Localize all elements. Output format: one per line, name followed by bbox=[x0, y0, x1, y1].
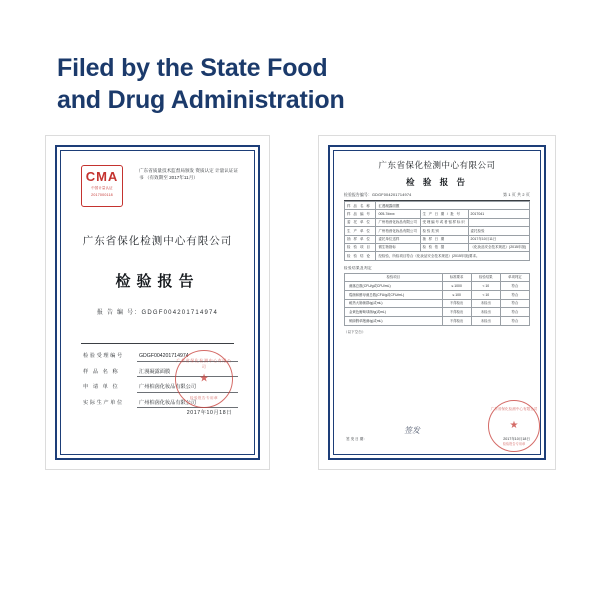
table-row bbox=[345, 282, 530, 291]
cell-label-2: 抽 样 日 期 bbox=[420, 235, 468, 243]
cell-value: 005-7dxxx bbox=[376, 210, 420, 218]
cell-standard: ≤ 100 bbox=[442, 290, 471, 299]
issue-date-value: 2017年10月18日 bbox=[503, 437, 530, 441]
star-icon: ★ bbox=[509, 420, 519, 431]
cell-value-2 bbox=[468, 218, 529, 226]
cma-sub-label: 中国计量认证 bbox=[91, 186, 113, 190]
cell-label: 生 产 单 位 bbox=[345, 227, 376, 235]
divider bbox=[81, 343, 234, 344]
report-organization: 广东省保化检测中心有限公司 bbox=[378, 160, 496, 170]
cell-label: 抽 样 单 位 bbox=[345, 235, 376, 243]
cell-standard: 不得检出 bbox=[442, 316, 471, 325]
field-value: GDGF004201714974 bbox=[137, 353, 238, 362]
cell-standard: 不得检出 bbox=[442, 299, 471, 308]
divider bbox=[344, 200, 530, 201]
stamp-top-text: 广东省保化检测中心有限公司 bbox=[490, 407, 538, 411]
document-title: 检验报告 bbox=[115, 273, 200, 290]
column-header: 单项判定 bbox=[500, 273, 529, 282]
cell-label-2: 检 验 依 据 bbox=[420, 243, 468, 251]
table-row bbox=[345, 290, 530, 299]
cma-block bbox=[73, 165, 242, 211]
column-header: 检验项目 bbox=[345, 273, 443, 282]
cell-item: 金黄色葡萄球菌/g(或mL) bbox=[345, 308, 443, 317]
stamp-bottom-text: 检验报告专用章 bbox=[502, 442, 526, 446]
field-label: 样 品 名 称 bbox=[83, 368, 120, 375]
issuer-organization: 广东省保化检测中心有限公司 bbox=[82, 235, 233, 247]
cell-value: 广州柏茵化妆品有限公司 bbox=[376, 227, 420, 235]
cell-result: 未检出 bbox=[471, 299, 500, 308]
cell-label: 样 品 名 称 bbox=[345, 202, 376, 210]
cell-verdict: 符合 bbox=[500, 316, 529, 325]
cell-item: 铜绿假单胞菌/g(或mL) bbox=[345, 316, 443, 325]
column-header: 检验结果 bbox=[471, 273, 500, 282]
cell-value: 经检验，所检项目符合《化妆品安全技术规范》(2015年版)要求。 bbox=[376, 252, 530, 260]
page-indicator: 第 1 页 共 2 页 bbox=[503, 193, 530, 197]
table-row bbox=[345, 316, 530, 325]
cma-seal bbox=[81, 165, 123, 207]
cma-number: 2017000118 bbox=[91, 192, 113, 197]
cell-value-2: 《化妆品安全技术规范》(2015年版) bbox=[468, 243, 529, 251]
cover-field-row bbox=[83, 353, 238, 362]
certificate-report-border bbox=[328, 145, 546, 460]
table-row bbox=[345, 299, 530, 308]
cell-result: 未检出 bbox=[471, 308, 500, 317]
cell-value: 委托单位送样 bbox=[376, 235, 420, 243]
cell-verdict: 符合 bbox=[500, 290, 529, 299]
report-number-label: 报 告 编 号： bbox=[96, 310, 142, 316]
stamp-bottom-text: 检验报告专用章 bbox=[190, 396, 218, 400]
cell-label-2: 生 产 日 期 / 批 号 bbox=[420, 210, 468, 218]
results-table bbox=[344, 273, 530, 326]
star-icon: ★ bbox=[199, 372, 209, 385]
issue-date-label: 签 发 日 期： bbox=[346, 437, 367, 441]
official-red-stamp bbox=[488, 400, 540, 452]
cell-verdict: 符合 bbox=[500, 299, 529, 308]
cell-label-2: 检验类别 bbox=[420, 227, 468, 235]
field-label: 检验受理编号 bbox=[83, 353, 124, 359]
certificate-report-image bbox=[318, 135, 556, 470]
report-number: 检验报告编号：GDGF004201714974 bbox=[344, 193, 412, 197]
table-row bbox=[345, 235, 530, 243]
table-row bbox=[345, 202, 530, 210]
cell-value-2: 2017041 bbox=[468, 210, 529, 218]
field-value: 广州柏茵化妆品有限公司 bbox=[137, 400, 238, 409]
report-footer bbox=[346, 437, 530, 442]
page-title-line-2: and Drug Administration bbox=[57, 86, 345, 114]
cell-label: 样 品 编 号 bbox=[345, 210, 376, 218]
certificate-cover-image bbox=[45, 135, 270, 470]
stamp-top-text: 广东省保化检测中心有限公司 bbox=[176, 358, 232, 369]
report-number-line bbox=[73, 307, 242, 316]
issue-date: 2017年10月18日 bbox=[186, 410, 232, 416]
table-row bbox=[345, 243, 530, 251]
blank-area bbox=[344, 334, 530, 380]
report-info-table bbox=[344, 201, 530, 261]
certificate-cover-content bbox=[57, 147, 258, 458]
page-title bbox=[57, 52, 527, 116]
cover-field-row bbox=[83, 369, 238, 378]
field-label: 申 请 单 位 bbox=[83, 384, 120, 390]
cma-mark: CMA bbox=[85, 169, 119, 184]
table-row bbox=[345, 308, 530, 317]
field-label: 实际生产单位 bbox=[83, 399, 124, 406]
official-red-stamp bbox=[175, 350, 233, 408]
report-number-value: GDGF004201714974 bbox=[141, 310, 219, 316]
cell-item: 霉菌和酵母菌总数(CFU/g或CFU/mL) bbox=[345, 290, 443, 299]
cell-value: 汇漫凝露面膜 bbox=[376, 202, 530, 210]
table-row bbox=[345, 252, 530, 260]
cell-result: < 10 bbox=[471, 282, 500, 291]
cover-fields bbox=[83, 353, 238, 415]
table-header-row bbox=[345, 273, 530, 282]
cell-item: 菌落总数(CFU/g或CFU/mL) bbox=[345, 282, 443, 291]
cma-description: 广东省质量技术监督局颁发 资质认定 计量认证证书 （有效期至 2017年11月） bbox=[139, 168, 239, 181]
results-section-title: 检验结果及判定 bbox=[344, 265, 372, 270]
cell-standard: 不得检出 bbox=[442, 308, 471, 317]
cell-label-2: 受理编号或者留样标识 bbox=[420, 218, 468, 226]
page-title-line-1: Filed by the State Food bbox=[57, 54, 328, 82]
table-row bbox=[345, 210, 530, 218]
blank-note: （以下空白） bbox=[344, 329, 366, 334]
cover-field-row bbox=[83, 400, 238, 409]
cell-label: 检 验 项 目 bbox=[345, 243, 376, 251]
certificate-cover-border bbox=[55, 145, 260, 460]
cell-value: 广州柏茵化妆品有限公司 bbox=[376, 218, 420, 226]
cell-value-2: 委托检验 bbox=[468, 227, 529, 235]
certificate-report-content bbox=[330, 147, 544, 458]
cell-value: 微生物指标 bbox=[376, 243, 420, 251]
cell-value-2: 2017年10月11日 bbox=[468, 235, 529, 243]
cell-verdict: 符合 bbox=[500, 308, 529, 317]
cover-field-row bbox=[83, 384, 238, 393]
field-value: 汇漫凝露面膜 bbox=[137, 369, 238, 378]
cell-standard: ≤ 1000 bbox=[442, 282, 471, 291]
report-subheader bbox=[344, 193, 530, 198]
table-row bbox=[345, 227, 530, 235]
cell-item: 耐热大肠菌群/g(或mL) bbox=[345, 299, 443, 308]
handwritten-signature: 签发 bbox=[404, 426, 420, 435]
cell-result: 未检出 bbox=[471, 316, 500, 325]
column-header: 标准要求 bbox=[442, 273, 471, 282]
field-value: 广州柏茵化妆品有限公司 bbox=[137, 384, 238, 393]
report-title: 检 验 报 告 bbox=[405, 177, 469, 187]
cell-verdict: 符合 bbox=[500, 282, 529, 291]
cell-result: < 10 bbox=[471, 290, 500, 299]
table-row bbox=[345, 218, 530, 226]
cell-label: 检 验 结 论 bbox=[345, 252, 376, 260]
cell-label: 委 托 单 位 bbox=[345, 218, 376, 226]
